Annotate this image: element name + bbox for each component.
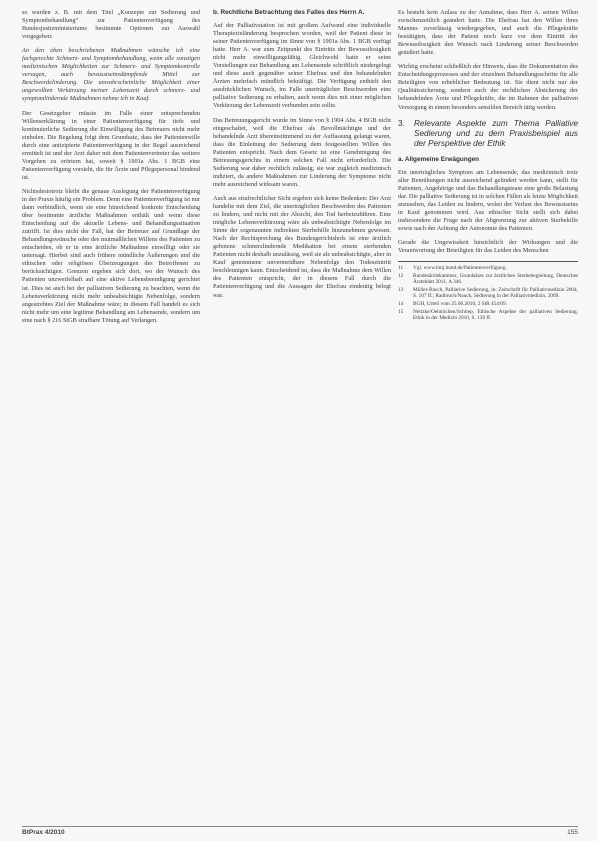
page-footer <box>22 829 578 839</box>
footnote: 11 Vgl. www.bmj.bund.de/Patientenverfügung. <box>398 265 507 272</box>
paragraph: Es besteht kein Anlass zu der Annahme, dass Herr A. seinen Willen zwischenzeitlich geändert hatte. Die Ehefrau hat den Willen ihres Mannes zuverlässig wiedergegeben, und auch die Pflegekräfte bestätigten, dass der Patient noch kurz vor dem Eintritt der Bewusstlosigkeit den Wunsch nach Linderung seiner Beschwerden geäußert hatte. <box>398 9 578 57</box>
chapter-heading <box>398 119 578 149</box>
footnote: 12 Bundesärztekammer, Grundsätze zur ärztlichen Sterbebegleitung, Deutsches Ärzteblatt 2011, A 346. <box>398 272 578 286</box>
footnote: 14 BGH, Urteil vom 25.06.2010, 2 StR 454/09. <box>398 301 508 307</box>
paragraph: Wichtig erscheint schließlich der Hinweis, dass die Dokumentation des Entscheidungsprozesses und der einzelnen Behandlungsschritte für alle Beteiligten von erheblicher Bedeutung ist. Sie dient nicht nur der Qualitätssicherung, sondern auch der rechtlichen Absicherung der behandelnden Ärzte und Pflegekräfte, die im Rahmen der palliativen Versorgung in einem besonders sensiblen Bereich tätig werden. <box>398 63 578 111</box>
paragraph: Gerade die Ungewissheit hinsichtlich der Wirkungen und die Verantwortung der Beteiligten für das Leiden des Menschen <box>398 238 578 254</box>
text-column-right <box>398 9 578 323</box>
chapter-number: 3. <box>398 118 405 128</box>
footnote: 15 Neitzke/Oehmichen/Schliep, Ethische Aspekte der palliativen Sedierung, Ethik in der Medizin 2010, S. 139 ff. <box>398 308 578 322</box>
paragraph: Nichtsdestotrotz bleibt die genaue Auslegung der Patientenverfügung in der Praxis häufig ein Problem. Denn eine Patientenverfügung ist nur dann verbindlich, wenn sie eine hinreichend konkrete Entscheidung über bestimmte ärztliche Maßnahmen enthält und wenn diese Entscheidung auf die aktuelle Lebens- und Behandlungssituation zutrifft. Ist dies nicht der Fall, hat der Betreuer auf Grundlage der Behandlungswünsche oder des mutmaßlichen Willens des Patienten zu entscheiden, ob er in eine ärztliche Maßnahme einwilligt oder sie untersagt. Hierbei sind auch frühere mündliche Äußerungen und die ethischen oder religiösen Überzeugungen des Betroffenen zu berücksichtigen. Grenzen ergeben sich dort, wo der Wunsch des Patienten unzweifelhaft auf eine aktive Lebensbeendigung gerichtet ist. Dies ist auch bei der palliativen Sedierung zu beachten, wenn die Lebensverkürzung nicht mehr unbeabsichtigte Nebenfolge, sondern angestrebtes Ziel der Maßnahme wäre; in diesem Fall handelt es sich nicht mehr um eine legitime Behandlung am Lebensende, sondern um eine nach § 216 StGB strafbare Tötung auf Verlangen. <box>22 187 200 324</box>
quoted-option-text: An den eben beschriebenen Maßnahmen wünsche ich eine fachgerechte Schmerz- und Symptombehandlung, wenn alle sonstigen medizinischen Möglichkeiten zur Schmerz- und Symptomkontrolle versagen, auch bewusstseinsdämpfende Mittel zur Beschwerdelinderung. Die unwahrscheinliche Möglichkeit einer ungewollten Verkürzung meiner Lebenszeit durch schmerz- und symptomlindernde Maßnahmen nehme ich in Kauf. <box>22 47 200 103</box>
footnotes <box>398 261 578 322</box>
footer-rule <box>22 826 578 827</box>
section-heading: b. Rechtliche Betrachtung des Falles des Herrn A. <box>213 9 365 16</box>
chapter-title: Relevante Aspekte zum Thema Palliative Sedierung und zu dem Praxisbeispiel aus der Perspektive der Ethik <box>414 118 578 148</box>
paragraph: so wurden z. B. mit dem Titel „Konzepte zur Sedierung und Symptombehandlung“ zur Patientenverfügung des Bundesjustizministeriums bestimmte Optionen zur Auswahl vorgegeben: <box>22 9 200 41</box>
paragraph: Auch aus strafrechtlicher Sicht ergeben sich keine Bedenken: Der Arzt handelte mit dem Ziel, die unerträglichen Beschwerden des Patienten zu lindern, und nicht mit der Absicht, den Tod herbeizuführen. Eine mögliche Lebensverkürzung wäre als unbeabsichtigte Nebenfolge im Sinne der sogenannten indirekten Sterbehilfe hinzunehmen gewesen. Nach der Rechtsprechung des Bundesgerichtshofs ist eine ärztlich gebotene schmerzlindernde Medikation bei einem sterbenden Patienten nicht deshalb unzulässig, weil sie als unbeabsichtigte, aber in Kauf genommene unvermeidbare Nebenfolge den Todeseintritt beschleunigen kann. Entscheidend ist, dass die Maßnahme dem Willen des Patienten entspricht, der in diesem Fall durch die Patientenverfügung und die Aussagen der Ehefrau eindeutig belegt war. <box>213 194 391 299</box>
paragraph: Der Gesetzgeber müsste im Falle einer entsprechenden Willenserklärung in einer Patientenverfügung für tiefe und kontinuierliche Sedierung die Einwilligung des Betreuers nicht mehr einholen. Die Regelung folgt dem Grundsatz, dass der Patientenwille durch eine antizipierte Patientenverfügung in der Regel ausreichend ermittelt ist und der Arzt daher mit dem Patientenvertreter das weitere Vorgehen zu erörtern hat, soweit § 1901a Abs. 1 BGB eine Patientenverfügung vorsieht, die für Ärzte und Pflegepersonal bindend ist. <box>22 109 200 181</box>
text-column-left <box>22 9 200 331</box>
journal-issue: BtPrax 4/2010 <box>22 829 65 836</box>
paragraph: Das Betreuungsgericht wurde im Sinne von § 1904 Abs. 4 BGB nicht eingeschaltet, weil die Ehefrau als Bevollmächtigte und der behandelnde Arzt übereinstimmend zu der Auffassung gelangt waren, dass die Einleitung der Sedierung dem festgestellten Willen des Patienten entspricht. Nach dem Gesetz ist eine Genehmigung des Betreuungsgerichts in einem solchen Fall nicht erforderlich. Die Sedierung war daher rechtlich zulässig; sie war zugleich medizinisch indiziert, da andere Maßnahmen zur Linderung der Symptome nicht mehr ausreichend wirksam waren. <box>213 116 391 188</box>
paragraph: Ein unerträgliches Symptom am Lebensende, das medizinisch trotz aller Bemühungen nicht ausreichend gelindert werden kann, stellt für Patienten, Angehörige und das Behandlungsteam eine große Belastung dar. Die palliative Sedierung ist in solchen Fällen als letzte Möglichkeit anzusehen, das Leiden zu lindern, wobei der Verlust des Bewusstseins in Kauf genommen wird. Aus ethischer Sicht stellt sich dabei insbesondere die Frage nach der Abgrenzung zur aktiven Sterbehilfe sowie nach der Achtung der Autonomie des Patienten. <box>398 168 578 232</box>
paragraph: Auf der Palliativstation ist mit großem Aufwand eine individuelle Therapiezieländerung besprochen worden, weil der Patient diese in seiner Patientenverfügung im Sinne von § 1901a Abs. 1 BGB verfügt hatte. Herr A. war zum Zeitpunkt des Eintritts der Bewusstlosigkeit nicht mehr einwilligungsfähig. Gleichwohl hatte er seine Vorstellungen zur Behandlung am Lebensende schriftlich niedergelegt und diese auch gegenüber seiner Ehefrau und den behandelnden Ärzten mehrfach mündlich bekräftigt. Die Verfügung enthielt den ausdrücklichen Wunsch, im Falle unerträglicher Beschwerden eine palliative Sedierung zu erhalten, auch wenn dies mit einer möglichen Verkürzung der Lebenszeit verbunden sein sollte. <box>213 22 391 110</box>
text-column-middle <box>213 9 391 306</box>
page-number: 155 <box>567 829 578 836</box>
subsection-heading: a. Allgemeine Erwägungen <box>398 155 480 163</box>
footnote: 13 Müller-Busch, Palliative Sedierung, in: Zeitschrift für Palliativmedizin 2004, S. 107 ff.; Radbruch/Nauck, Sedierung in der Palliativmedizin, 2009. <box>398 286 578 300</box>
